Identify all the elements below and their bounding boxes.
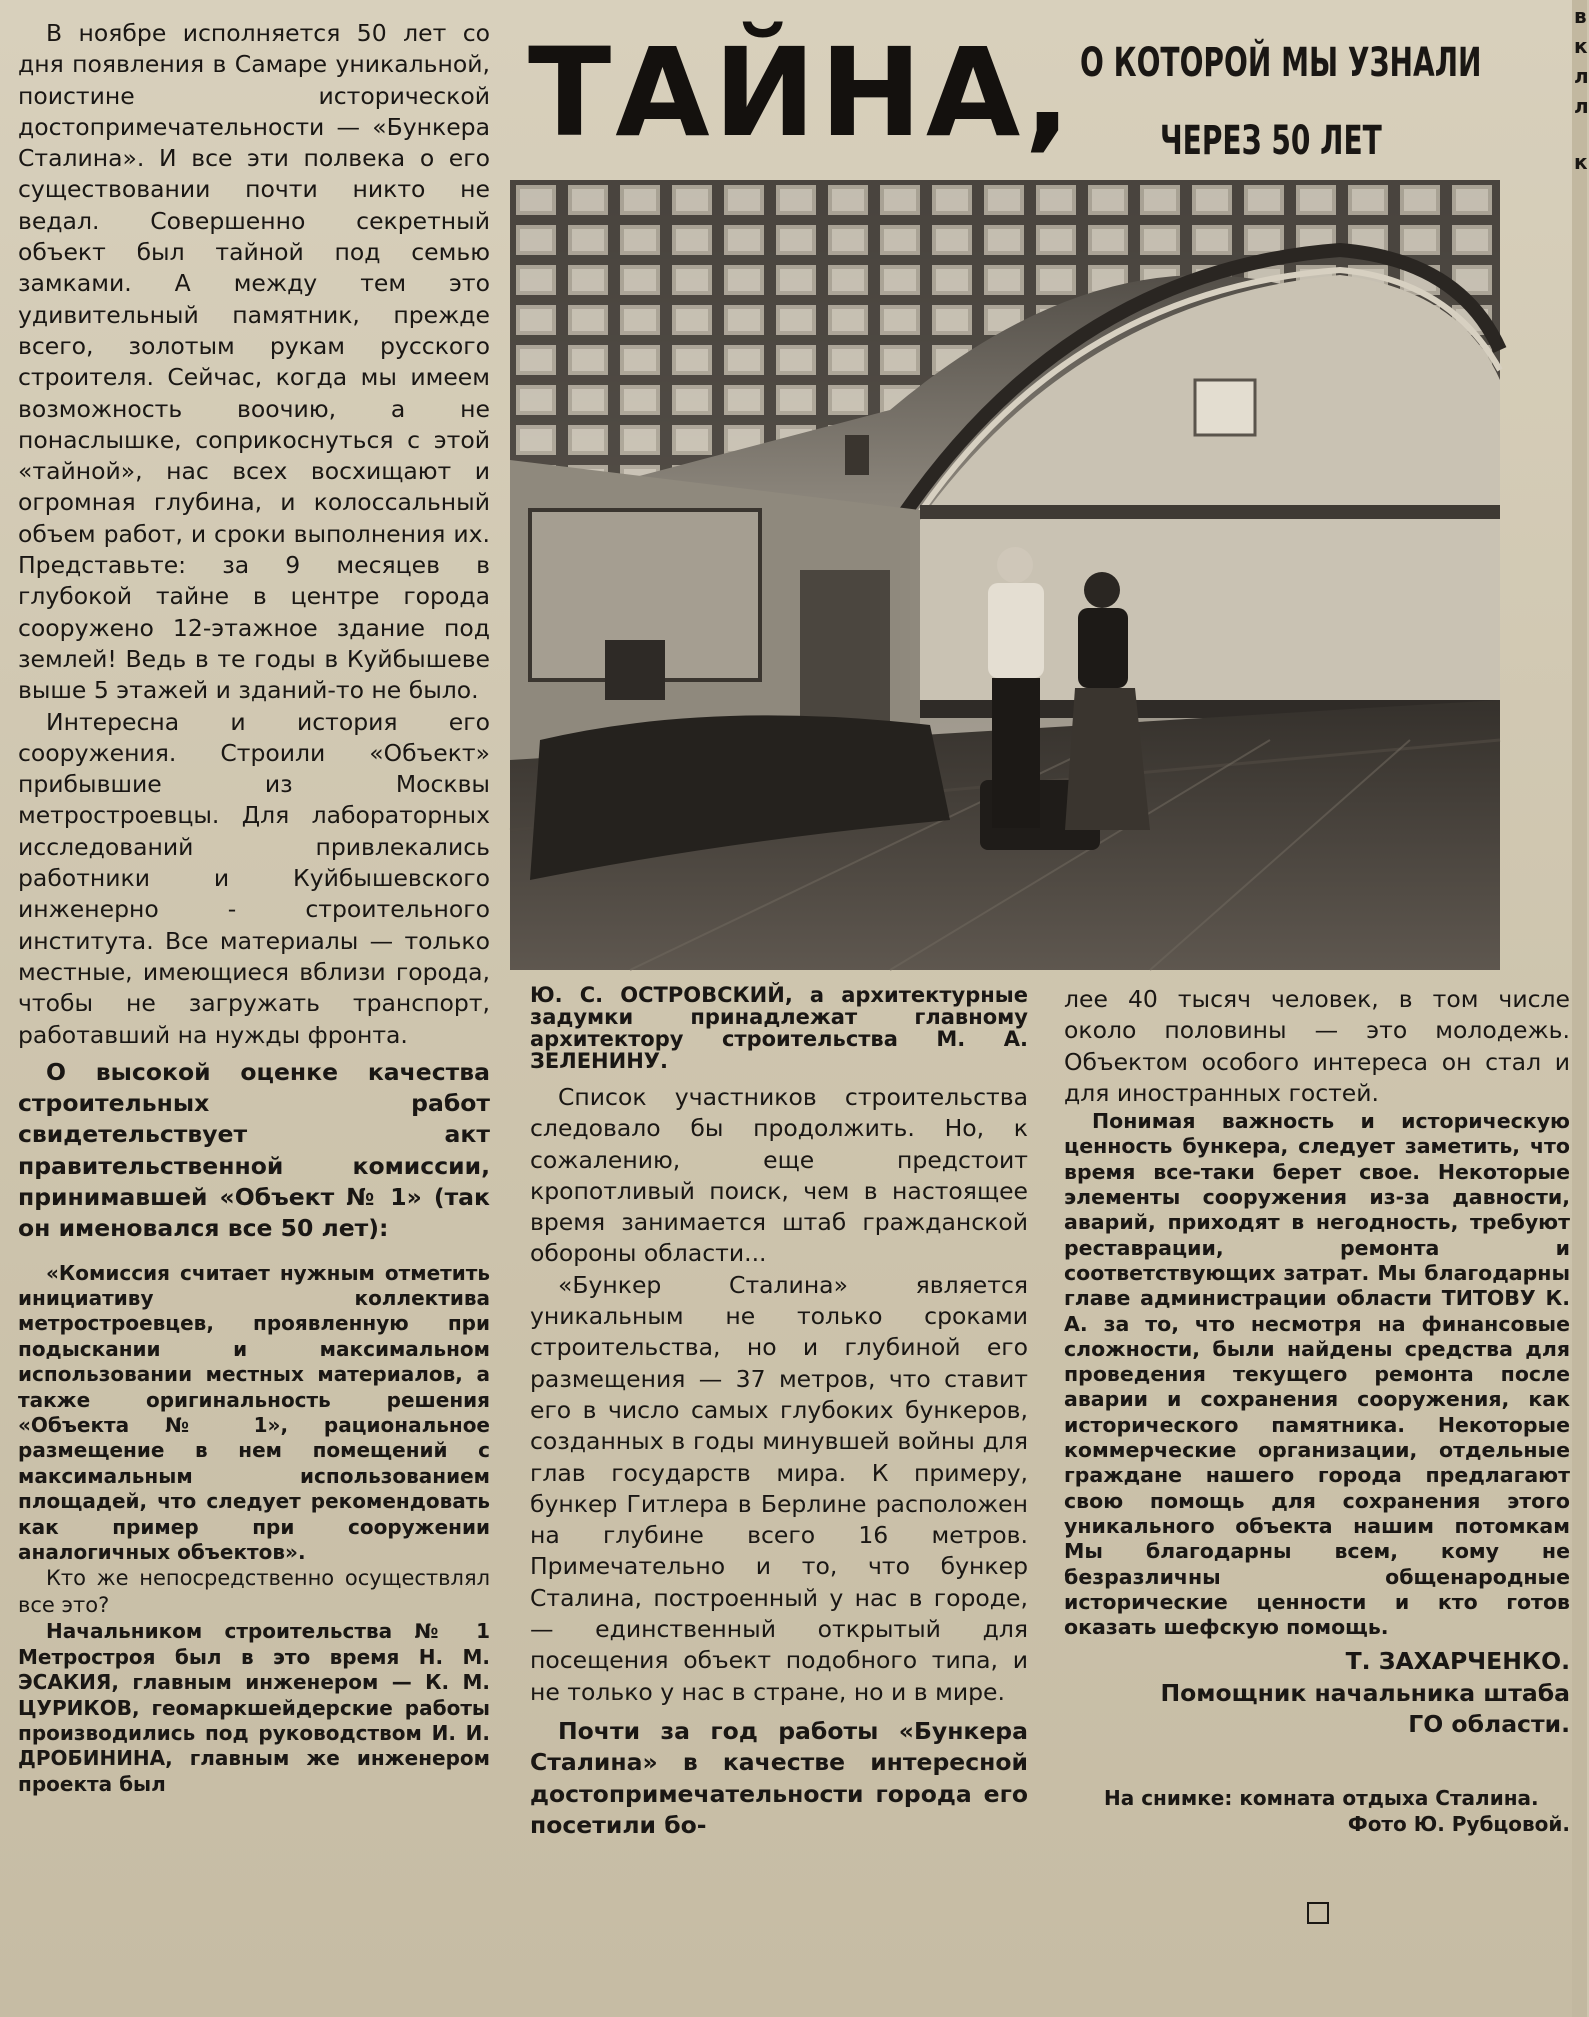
edge-char-4: л <box>1574 94 1589 118</box>
col2-paragraph-2: Список участников строительства следовало бы продолжить. Но, к сожалению, еще предстоит кропотливый поиск, чем в настоящее время занимается штаб гражданской обороны области... <box>530 1083 1028 1268</box>
col1-paragraph-5: Начальником строительства № 1 Метростроя был в это время Н. М. ЭСАКИЯ, главным инженером — К. М. ЦУРИКОВ, геомаркшейдерские работы производились под руководством И. И. ДРОБИНИНА, главным же инженером проекта был <box>18 1619 490 1796</box>
man-figure <box>988 547 1044 828</box>
bunker-photo <box>510 180 1500 970</box>
photo-credit: Фото Ю. Рубцовой. <box>1347 1811 1570 1836</box>
col1-quote: «Комиссия считает нужным отметить инициативу коллектива метростроевцев, проявленную при подыскании и максимальном использовании местных материалов, а также оригинальность решения «Объекта № 1», рациональное размещение в нем помещений с максимальным использованием площадей, что следует рекомендовать как пример при сооружении аналогичных объектов». <box>18 1260 490 1565</box>
col2-paragraph-3: «Бункер Сталина» является уникальным не только сроками строительства, но и глубиной его размещения — 37 метров, что ставит его в число самых глубоких бункеров, созданных в годы минувшей войны для глав государств мира. К примеру, бункер Гитлера в Берлине расположен на глубине всего 16 метров. Примечательно и то, что бункер Сталина, построенный у нас в городе,— единственный открытый для посещения объект подобного типа, и не только у нас в стране, но и в мире. <box>530 1270 1028 1706</box>
headline-sub-2: ЧЕРЕЗ 50 ЛЕТ <box>1160 118 1382 164</box>
col3-paragraph-1: лее 40 тысяч человек, в том числе около половины — это молодежь. Объектом особого интереса он стал и для иностранных гостей. <box>1064 985 1570 1107</box>
edge-char-3: л <box>1574 64 1589 88</box>
author-name: Т. ЗАХАРЧЕНКО. <box>1345 1647 1570 1676</box>
col1-paragraph-3: О высокой оценке качества строительных работ свидетельствует акт правительственной комиссии, принимавшей «Объект № 1» (так он именовался все 50 лет): <box>18 1057 490 1243</box>
column-2 <box>530 984 1028 2009</box>
photo-caption: На снимке: комната отдыха Сталина. <box>1104 1786 1539 1811</box>
col2-paragraph-4: Почти за год работы «Бункера Сталина» в качестве интересной достопримечательности города его посетили бо- <box>530 1716 1028 1839</box>
headline-sub-1: О КОТОРОЙ МЫ УЗНАЛИ <box>1080 40 1482 86</box>
next-page-edge <box>1572 0 1587 2017</box>
edge-char-1: в <box>1574 4 1587 28</box>
col3-paragraph-2: Понимая важность и историческую ценность бункера, следует заметить, что время все-таки берет свое. Некоторые элементы сооружения из-за давности, аварий, приходят в негодность, требуют реставрации, ремонта и соответствующих затрат. Мы благодарны главе администрации области ТИТОВУ К. А. за то, что несмотря на финансовые сложности, были найдены средства для проведения текущего ремонта после аварии и сохранения сооружения, как исторического памятника. Некоторые коммерческие организации, отдельные граждане нашего города предлагают свою помощь для сохранения этого уникального объекта нашим потомкам Мы благодарны всем, кому не безразличны общенародные исторические ценности и кто готов оказать шефскую помощь. <box>1064 1109 1570 1640</box>
separator-box <box>1307 1902 1329 1924</box>
col2-paragraph-1: Ю. С. ОСТРОВСКИЙ, а архитектурные задумки принадлежат главному архитектору строительства М. А. ЗЕЛЕНИНУ. <box>530 983 1028 1073</box>
col1-paragraph-2: Интересна и история его сооружения. Строили «Объект» прибывшие из Москвы метростроевцы. Для лабораторных исследований привлекались работники и Куйбышевского инженерно - строительного института. Все материалы — только местные, имеющиеся вблизи города, чтобы не загружать транспорт, работавший на нужды фронта. <box>18 707 490 1049</box>
column-1 <box>18 18 490 2008</box>
col1-paragraph-1: В ноябре исполняется 50 лет со дня появления в Самаре уникальной, поистине исторической достопримечательности — «Бункера Сталина». И все эти полвека о его существовании почти никто не ведал. Совершенно секретный объект был тайной под семью замками. А между тем это удивительный памятник, прежде всего, золотым рукам русского строителя. Сейчас, когда мы имеем возможность воочию, а не понаслышке, соприкоснуться с этой «тайной», нас всех восхищают и огромная глубина, и колоссальный объем работ, и сроки выполнения их. Представьте: за 9 месяцев в глубокой тайне в центре города сооружено 12-этажное здание под землей! Ведь в те годы в Куйбышеве выше 5 этажей и зданий-то не было. <box>18 19 490 705</box>
headline-main: ТАЙНА, <box>528 22 1075 164</box>
column-3 <box>1064 984 1570 2009</box>
author-role-2: ГО области. <box>1408 1710 1570 1739</box>
edge-char-2: к <box>1574 34 1588 58</box>
edge-char-5: к <box>1574 150 1588 174</box>
col1-paragraph-4: Кто же непосредственно осуществлял все это? <box>18 1566 490 1618</box>
author-role-1: Помощник начальника штаба <box>1160 1678 1570 1707</box>
